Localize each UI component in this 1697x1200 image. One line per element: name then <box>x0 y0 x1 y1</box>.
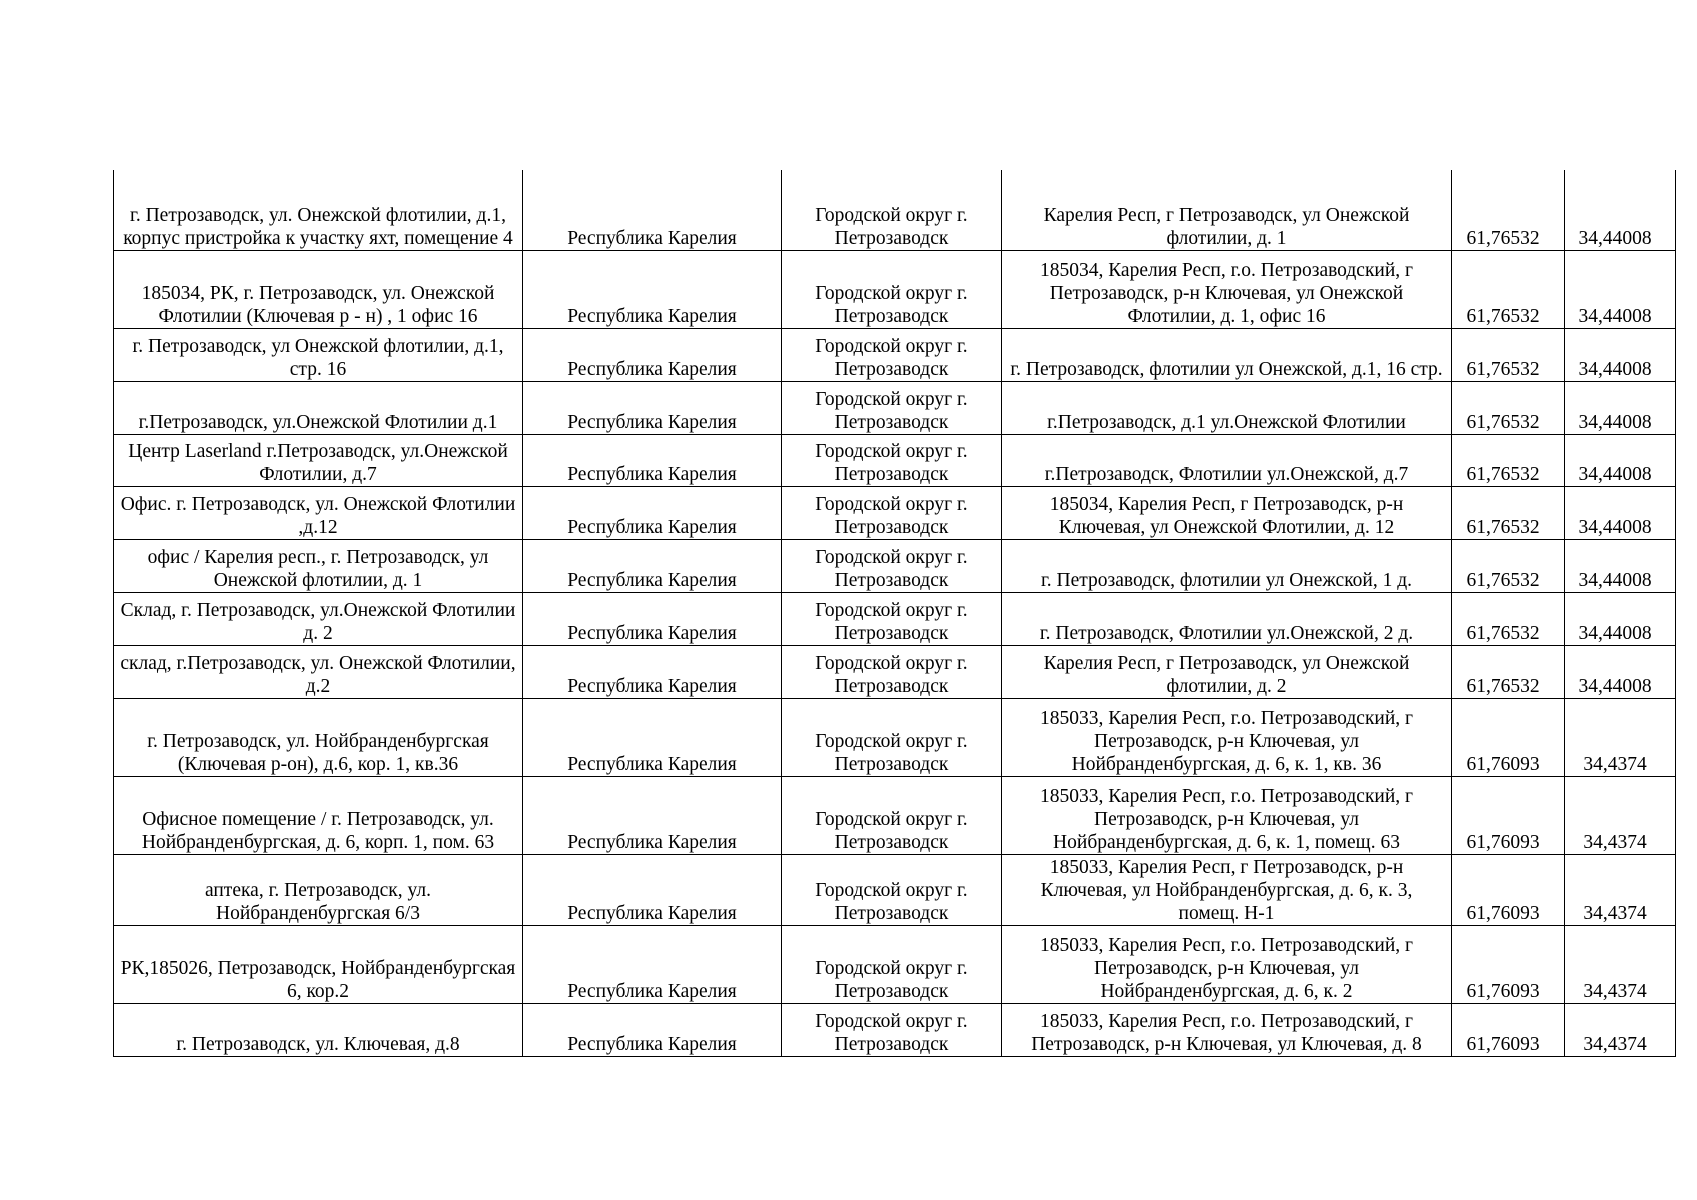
source-address-cell: аптека, г. Петрозаводск, ул. Нойбранденбургская 6/3 <box>114 854 523 925</box>
table-row <box>114 592 1676 645</box>
latitude-cell: 61,76532 <box>1452 592 1565 645</box>
normalized-address-cell: Карелия Респ, г Петрозаводск, ул Онежской флотилии, д. 1 <box>1002 170 1452 250</box>
table-row <box>114 698 1676 776</box>
source-address-cell: г. Петрозаводск, ул. Нойбранденбургская (Ключевая р-он), д.6, кор. 1, кв.36 <box>114 698 523 776</box>
municipality-cell: Городской округ г. Петрозаводск <box>782 328 1002 381</box>
latitude-cell: 61,76093 <box>1452 1003 1565 1056</box>
longitude-cell: 34,44008 <box>1565 250 1676 328</box>
source-address-cell: Склад, г. Петрозаводск, ул.Онежской Флотилии д. 2 <box>114 592 523 645</box>
longitude-cell: 34,44008 <box>1565 486 1676 539</box>
address-table-body <box>114 170 1676 1056</box>
source-address-cell: Офис. г. Петрозаводск, ул. Онежской Флотилии ,д.12 <box>114 486 523 539</box>
table-row <box>114 434 1676 486</box>
latitude-cell: 61,76532 <box>1452 486 1565 539</box>
region-cell: Республика Карелия <box>523 250 782 328</box>
region-cell: Республика Карелия <box>523 434 782 486</box>
municipality-cell: Городской округ г. Петрозаводск <box>782 539 1002 592</box>
latitude-cell: 61,76093 <box>1452 925 1565 1003</box>
longitude-cell: 34,44008 <box>1565 539 1676 592</box>
longitude-cell: 34,44008 <box>1565 645 1676 698</box>
longitude-cell: 34,44008 <box>1565 328 1676 381</box>
source-address-cell: г. Петрозаводск, ул. Онежской флотилии, д.1, корпус пристройка к участку яхт, помещение 4 <box>114 170 523 250</box>
municipality-cell: Городской округ г. Петрозаводск <box>782 434 1002 486</box>
municipality-cell: Городской округ г. Петрозаводск <box>782 645 1002 698</box>
table-row <box>114 328 1676 381</box>
longitude-cell: 34,4374 <box>1565 1003 1676 1056</box>
address-table <box>113 170 1676 1057</box>
table-row <box>114 170 1676 250</box>
latitude-cell: 61,76532 <box>1452 381 1565 434</box>
table-row <box>114 1003 1676 1056</box>
latitude-cell: 61,76093 <box>1452 776 1565 854</box>
latitude-cell: 61,76532 <box>1452 645 1565 698</box>
municipality-cell: Городской округ г. Петрозаводск <box>782 592 1002 645</box>
table-row <box>114 250 1676 328</box>
source-address-cell: склад, г.Петрозаводск, ул. Онежской Флотилии, д.2 <box>114 645 523 698</box>
normalized-address-cell: 185033, Карелия Респ, г Петрозаводск, р-н Ключевая, ул Нойбранденбургская, д. 6, к. 3, помещ. Н-1 <box>1002 854 1452 925</box>
normalized-address-cell: 185033, Карелия Респ, г.о. Петрозаводский, г Петрозаводск, р-н Ключевая, ул Нойбранденбургская, д. 6, к. 1, помещ. 63 <box>1002 776 1452 854</box>
table-row <box>114 486 1676 539</box>
source-address-cell: РК,185026, Петрозаводск, Нойбранденбургская 6, кор.2 <box>114 925 523 1003</box>
normalized-address-cell: Карелия Респ, г Петрозаводск, ул Онежской флотилии, д. 2 <box>1002 645 1452 698</box>
municipality-cell: Городской округ г. Петрозаводск <box>782 698 1002 776</box>
normalized-address-cell: 185034, Карелия Респ, г.о. Петрозаводский, г Петрозаводск, р-н Ключевая, ул Онежской Флотилии, д. 1, офис 16 <box>1002 250 1452 328</box>
table-row <box>114 776 1676 854</box>
municipality-cell: Городской округ г. Петрозаводск <box>782 776 1002 854</box>
municipality-cell: Городской округ г. Петрозаводск <box>782 1003 1002 1056</box>
normalized-address-cell: 185033, Карелия Респ, г.о. Петрозаводский, г Петрозаводск, р-н Ключевая, ул Нойбранденбургская, д. 6, к. 1, кв. 36 <box>1002 698 1452 776</box>
source-address-cell: г. Петрозаводск, ул. Ключевая, д.8 <box>114 1003 523 1056</box>
normalized-address-cell: г.Петрозаводск, д.1 ул.Онежской Флотилии <box>1002 381 1452 434</box>
table-row <box>114 381 1676 434</box>
latitude-cell: 61,76532 <box>1452 328 1565 381</box>
longitude-cell: 34,4374 <box>1565 854 1676 925</box>
longitude-cell: 34,4374 <box>1565 776 1676 854</box>
region-cell: Республика Карелия <box>523 170 782 250</box>
municipality-cell: Городской округ г. Петрозаводск <box>782 925 1002 1003</box>
latitude-cell: 61,76532 <box>1452 434 1565 486</box>
table-row <box>114 854 1676 925</box>
region-cell: Республика Карелия <box>523 1003 782 1056</box>
region-cell: Республика Карелия <box>523 328 782 381</box>
region-cell: Республика Карелия <box>523 698 782 776</box>
municipality-cell: Городской округ г. Петрозаводск <box>782 486 1002 539</box>
source-address-cell: г.Петрозаводск, ул.Онежской Флотилии д.1 <box>114 381 523 434</box>
region-cell: Республика Карелия <box>523 486 782 539</box>
region-cell: Республика Карелия <box>523 854 782 925</box>
normalized-address-cell: г.Петрозаводск, Флотилии ул.Онежской, д.7 <box>1002 434 1452 486</box>
latitude-cell: 61,76093 <box>1452 698 1565 776</box>
latitude-cell: 61,76532 <box>1452 250 1565 328</box>
normalized-address-cell: г. Петрозаводск, флотилии ул Онежской, 1 д. <box>1002 539 1452 592</box>
latitude-cell: 61,76532 <box>1452 539 1565 592</box>
table-row <box>114 539 1676 592</box>
normalized-address-cell: г. Петрозаводск, Флотилии ул.Онежской, 2 д. <box>1002 592 1452 645</box>
region-cell: Республика Карелия <box>523 381 782 434</box>
normalized-address-cell: 185033, Карелия Респ, г.о. Петрозаводский, г Петрозаводск, р-н Ключевая, ул Нойбранденбургская, д. 6, к. 2 <box>1002 925 1452 1003</box>
longitude-cell: 34,44008 <box>1565 434 1676 486</box>
municipality-cell: Городской округ г. Петрозаводск <box>782 854 1002 925</box>
region-cell: Республика Карелия <box>523 645 782 698</box>
normalized-address-cell: 185034, Карелия Респ, г Петрозаводск, р-н Ключевая, ул Онежской Флотилии, д. 12 <box>1002 486 1452 539</box>
region-cell: Республика Карелия <box>523 539 782 592</box>
latitude-cell: 61,76093 <box>1452 854 1565 925</box>
municipality-cell: Городской округ г. Петрозаводск <box>782 381 1002 434</box>
longitude-cell: 34,4374 <box>1565 925 1676 1003</box>
municipality-cell: Городской округ г. Петрозаводск <box>782 250 1002 328</box>
normalized-address-cell: г. Петрозаводск, флотилии ул Онежской, д.1, 16 стр. <box>1002 328 1452 381</box>
region-cell: Республика Карелия <box>523 925 782 1003</box>
region-cell: Республика Карелия <box>523 592 782 645</box>
longitude-cell: 34,44008 <box>1565 381 1676 434</box>
source-address-cell: Центр Laserland г.Петрозаводск, ул.Онежской Флотилии, д.7 <box>114 434 523 486</box>
municipality-cell: Городской округ г. Петрозаводск <box>782 170 1002 250</box>
latitude-cell: 61,76532 <box>1452 170 1565 250</box>
source-address-cell: г. Петрозаводск, ул Онежской флотилии, д.1, стр. 16 <box>114 328 523 381</box>
table-row <box>114 645 1676 698</box>
normalized-address-cell: 185033, Карелия Респ, г.о. Петрозаводский, г Петрозаводск, р-н Ключевая, ул Ключевая, д. 8 <box>1002 1003 1452 1056</box>
source-address-cell: 185034, РК, г. Петрозаводск, ул. Онежской Флотилии (Ключевая р - н) , 1 офис 16 <box>114 250 523 328</box>
table-row <box>114 925 1676 1003</box>
source-address-cell: офис / Карелия респ., г. Петрозаводск, ул Онежской флотилии, д. 1 <box>114 539 523 592</box>
longitude-cell: 34,44008 <box>1565 592 1676 645</box>
region-cell: Республика Карелия <box>523 776 782 854</box>
longitude-cell: 34,44008 <box>1565 170 1676 250</box>
longitude-cell: 34,4374 <box>1565 698 1676 776</box>
source-address-cell: Офисное помещение / г. Петрозаводск, ул. Нойбранденбургская, д. 6, корп. 1, пом. 63 <box>114 776 523 854</box>
